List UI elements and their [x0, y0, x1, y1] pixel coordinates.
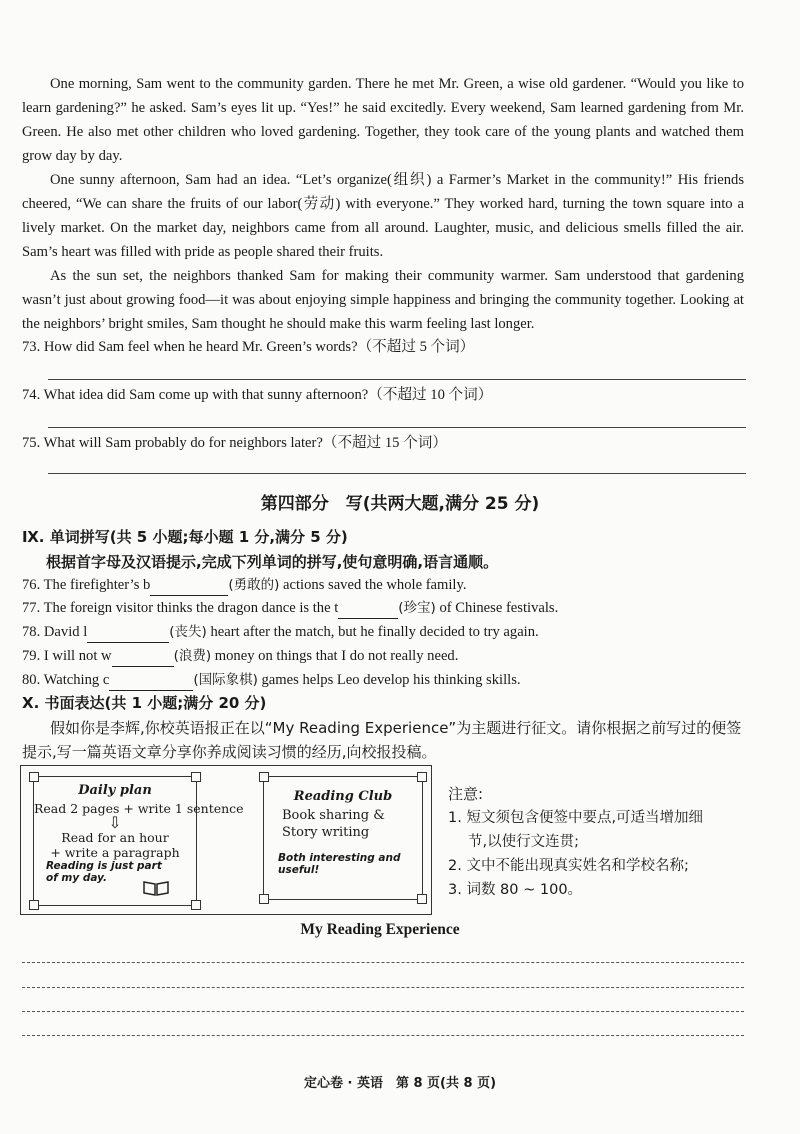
note-corner: [417, 894, 427, 904]
question-73: 73. How did Sam feel when he heard Mr. Green’s words?（不超过 5 个词）: [22, 339, 475, 355]
note-corner: [259, 772, 269, 782]
item-text: of Chinese festivals.: [435, 600, 559, 616]
writing-line[interactable]: [22, 1035, 744, 1036]
item-hint: (珍宝): [398, 600, 436, 616]
section-title: 第四部分 写(共两大题,满分 25 分): [260, 494, 540, 514]
note-corner: [259, 894, 269, 904]
note-requirement: 节,以使行文连贯;: [468, 834, 579, 850]
blank-80[interactable]: [109, 670, 193, 691]
item-hint: (浪费): [173, 648, 212, 664]
note-corner: [29, 772, 39, 782]
item-text: actions saved the whole family.: [279, 577, 467, 593]
writing-line[interactable]: [22, 1011, 744, 1012]
note-corner: [191, 900, 201, 910]
part9-heading: Ⅸ. 单词拼写(共 5 小题;每小题 1 分,满分 5 分): [22, 528, 348, 546]
part9-instruction: 根据首字母及汉语提示,完成下列单词的拼写,使句意明确,语言通顺。: [46, 553, 499, 571]
writing-task: 假如你是李辉,你校英语报正在以“My Reading Experience”为主题进行征文。请你根据之前写过的便签提示,写一篇英语文章分享你养成阅读习惯的经历,向校报投稿。: [22, 719, 742, 761]
item-text: games helps Leo develop his thinking skills.: [257, 672, 521, 688]
spelling-item-80: [22, 670, 521, 691]
spelling-item-76: [22, 575, 467, 596]
item-text: heart after the match, but he finally decided to try again.: [206, 624, 539, 640]
passage-paragraph-2: One sunny afternoon, Sam had an idea. “Let’s organize(组织) a Farmer’s Market in the community!” His friends cheered, “We can share the fruits of our labor(劳动) with everyone.” They worked hard, turning the town square into a lively market. On the market day, neighbors came from all around. Laughter, music, and delicious smells filled the air. Sam’s heart was filled with pride as people shared their fruits.: [22, 172, 744, 260]
note-handwriting: Reading is just part: [46, 860, 162, 872]
note-handwriting: useful!: [278, 864, 320, 876]
item-hint: (勇敢的): [228, 577, 280, 593]
item-hint: (丧失): [169, 624, 207, 640]
note-handwriting: of my day.: [46, 872, 108, 884]
item-text: 76. The firefighter’s b: [22, 577, 151, 593]
writing-line[interactable]: [22, 987, 744, 988]
note-corner: [191, 772, 201, 782]
answer-line-75[interactable]: [48, 473, 746, 474]
item-hint: (国际象棋): [193, 672, 258, 688]
blank-77[interactable]: [338, 598, 398, 619]
spelling-item-78: [22, 622, 539, 643]
note-line: Read 2 pages + write 1 sentence: [34, 801, 244, 816]
passage-paragraph-1: One morning, Sam went to the community garden. There he met Mr. Green, a wise old gardener. “Would you like to learn gardening?” he asked. Sam’s eyes lit up. “Yes!” he said excitedly. Every weekend, Sam learned gardening from Mr. Green. He also met other children who loved gardening. Together, they took care of the young plants and watched them grow day by day.: [22, 76, 744, 164]
spelling-item-79: [22, 646, 458, 667]
spelling-item-77: [22, 598, 558, 619]
writing-line[interactable]: [22, 962, 744, 963]
blank-78[interactable]: [87, 622, 169, 643]
note-line: + write a paragraph: [50, 845, 180, 860]
answer-line-74[interactable]: [48, 427, 746, 428]
note-handwriting: Both interesting and: [278, 852, 401, 864]
item-text: 80. Watching c: [22, 672, 110, 688]
item-text: money on things that I do not really need.: [211, 648, 459, 664]
passage-paragraph-3: As the sun set, the neighbors thanked Sam for making their community warmer. Sam understood that gardening wasn’t just about growing food—it was about enjoying simple happiness and bringing the community together. Looking at the neighbors’ bright smiles, Sam thought he should make this warm feeling last longer.: [22, 268, 744, 332]
notes-title: 注意:: [448, 785, 484, 803]
item-text: 78. David l: [22, 624, 88, 640]
blank-76[interactable]: [150, 575, 228, 596]
note-line: Book sharing &: [282, 808, 385, 823]
item-text: 79. I will not w: [22, 648, 112, 664]
book-icon: [142, 879, 170, 897]
note-line: Read for an hour: [61, 830, 169, 845]
note-line: Story writing: [282, 825, 370, 840]
note-title: Daily plan: [78, 783, 152, 798]
note-title: Reading Club: [293, 789, 393, 804]
question-75: 75. What will Sam probably do for neighbors later?（不超过 15 个词）: [22, 435, 447, 451]
note-requirement: 2. 文中不能出现真实姓名和学校名称;: [448, 858, 689, 874]
item-text: 77. The foreign visitor thinks the dragon dance is the t: [22, 600, 339, 616]
question-74: 74. What idea did Sam come up with that sunny afternoon?（不超过 10 个词）: [22, 387, 493, 403]
page-footer: 定心卷 · 英语 第 8 页(共 8 页): [303, 1076, 497, 1091]
note-corner: [29, 900, 39, 910]
answer-line-73[interactable]: [48, 379, 746, 380]
note-requirement: 3. 词数 80 ~ 100。: [448, 882, 583, 898]
arrow-down-icon: ⇩: [108, 813, 122, 832]
part10-heading: X. 书面表达(共 1 小题;满分 20 分): [22, 694, 267, 712]
essay-title: My Reading Experience: [300, 921, 460, 938]
note-requirement: 1. 短文须包含便签中要点,可适当增加细: [448, 810, 704, 826]
notes-picture: [20, 765, 432, 915]
note-corner: [417, 772, 427, 782]
note-daily-plan: [33, 776, 244, 906]
blank-79[interactable]: [112, 646, 174, 667]
note-reading-club: [263, 776, 423, 900]
